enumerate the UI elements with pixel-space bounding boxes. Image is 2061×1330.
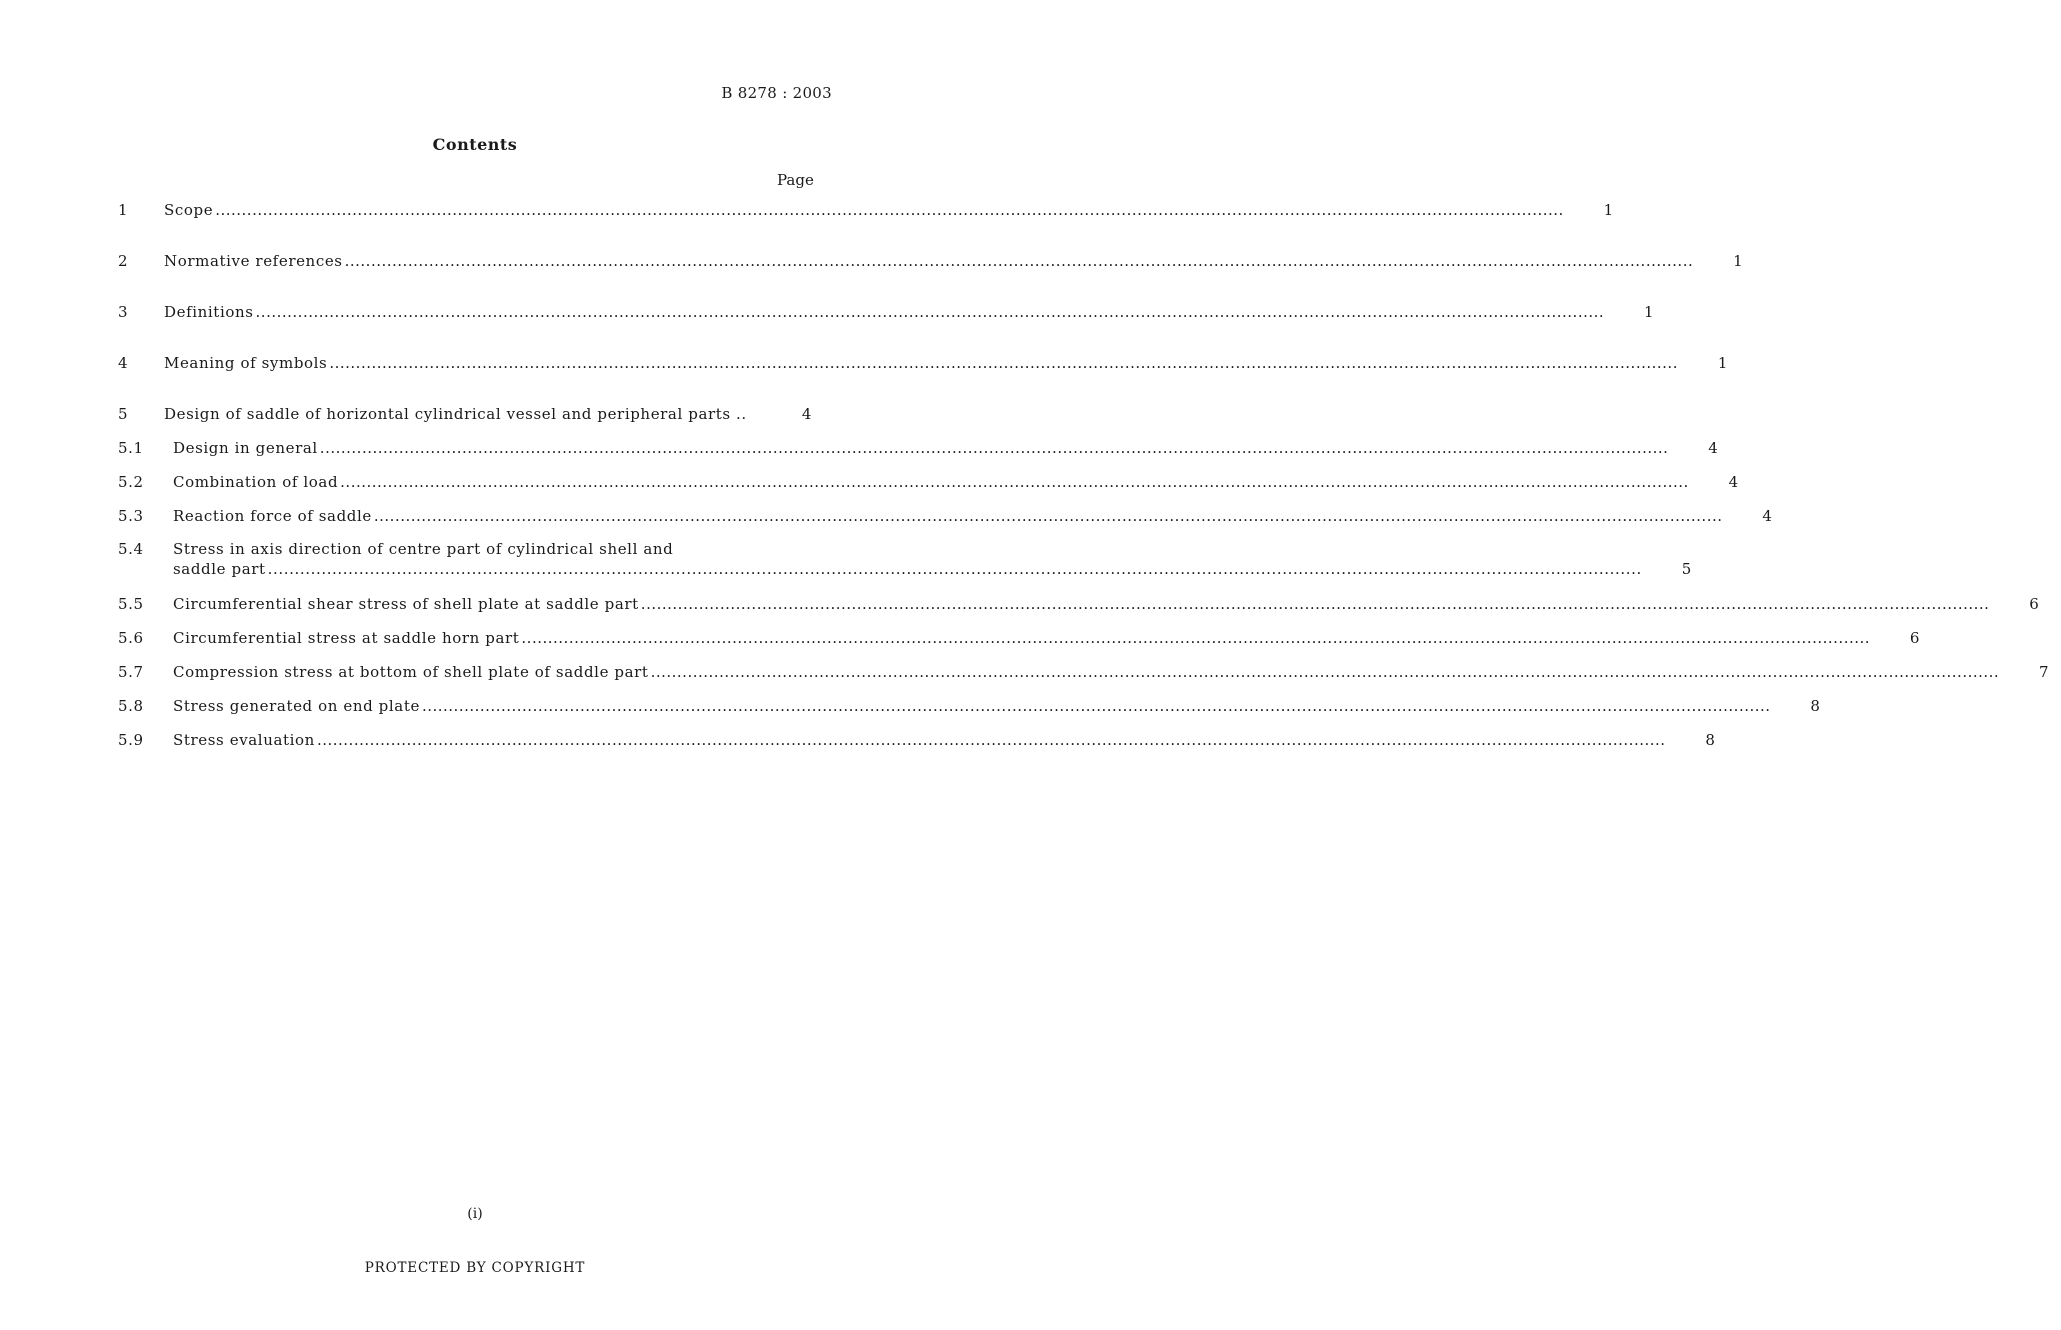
toc-entry-number: 3 [118,303,129,321]
toc-entry-number: 1 [118,201,129,219]
toc-entry-2[interactable] [118,250,1744,301]
toc-entry-title: Design of saddle of horizontal cylindrical vessel and peripheral parts .. [164,405,747,423]
dot-leader [329,352,1678,374]
toc-entry-title: Definitions [164,303,254,321]
toc-entry-number: 5.3 [118,507,144,525]
toc-entry-title: Normative references [164,252,343,270]
dot-leader [268,559,1642,579]
toc-entry-number: 5.9 [118,731,144,749]
dot-leader [320,437,1669,459]
toc-entry-title: Stress evaluation [173,731,315,749]
toc-entry-title: Design in general [173,439,318,457]
toc-entry-5-1[interactable] [118,437,1719,471]
dot-leader [215,199,1564,221]
toc-entry-title: Stress generated on end plate [173,697,420,715]
toc-entry-5-3[interactable] [118,505,1773,539]
toc-entry-page: 1 [1733,252,1744,270]
contents-title: Contents [432,135,518,154]
toc-entry-number: 5.5 [118,595,144,613]
dot-leader [641,593,1990,615]
toc-entry-page: 7 [2039,663,2050,681]
toc-entry-title: Reaction force of saddle [173,507,372,525]
dot-leader [422,695,1771,717]
toc-entry-number: 5.7 [118,663,144,681]
toc-entry-page: 5 [1681,560,1692,578]
page-column-header: Page [777,171,814,189]
toc-entry-title: Combination of load [173,473,339,491]
page-number: (i) [467,1206,483,1222]
toc-entry-title-line2: saddle part [173,560,266,578]
toc-entry-5-7[interactable] [118,661,2050,695]
toc-entry-5-4[interactable] [118,539,1692,593]
toc-entry-page: 4 [801,405,812,423]
toc-entry-title: Scope [164,201,214,219]
toc-entry-number: 5.2 [118,473,144,491]
toc-entry-5-9[interactable] [118,729,1716,763]
toc-entry-title: Circumferential stress at saddle horn part [173,629,520,647]
toc-entry-number: 2 [118,252,129,270]
toc-entry-page: 4 [1708,439,1719,457]
toc-entry-number: 4 [118,354,129,372]
dot-leader [256,301,1605,323]
toc-entry-1[interactable] [118,199,1614,250]
toc-entry-page: 8 [1705,731,1716,749]
dot-leader [521,627,1870,649]
toc-entry-title: Circumferential shear stress of shell plate at saddle part [173,595,639,613]
toc-entry-page: 1 [1603,201,1614,219]
toc-entry-title: Compression stress at bottom of shell plate of saddle part [173,663,649,681]
toc-entry-page: 4 [1728,473,1739,491]
dot-leader [374,505,1723,527]
toc-entry-number: 5.1 [118,439,144,457]
toc-entry-5-2[interactable] [118,471,1739,505]
table-of-contents [118,199,2050,763]
toc-entry-page: 1 [1717,354,1728,372]
toc-entry-5-5[interactable] [118,593,2040,627]
toc-entry-page: 6 [1909,629,1921,647]
toc-entry-title-line1: Stress in axis direction of centre part of cylindrical shell and [173,540,674,558]
toc-entry-page: 1 [1644,303,1655,321]
toc-entry-4[interactable] [118,352,1728,403]
toc-entry-page: 6 [2029,595,2040,613]
dot-leader [651,661,2000,683]
toc-entry-number: 5.8 [118,697,144,715]
toc-entry-5-6[interactable] [118,627,1921,661]
dot-leader [340,471,1689,493]
toc-entry-number: 5 [118,405,129,423]
toc-entry-5[interactable] [118,403,824,437]
toc-entry-3[interactable] [118,301,1655,352]
toc-entry-title: Meaning of symbols [164,354,328,372]
toc-entry-number: 5.4 [118,540,144,558]
document-code: B 8278 : 2003 [721,84,832,102]
toc-entry-5-8[interactable] [118,695,1821,729]
toc-entry-page: 4 [1762,507,1773,525]
toc-entry-page: 8 [1810,697,1821,715]
toc-entry-number: 5.6 [118,629,144,647]
dot-leader [317,729,1666,751]
dot-leader [345,250,1694,272]
copyright-notice: PROTECTED BY COPYRIGHT [364,1260,586,1276]
